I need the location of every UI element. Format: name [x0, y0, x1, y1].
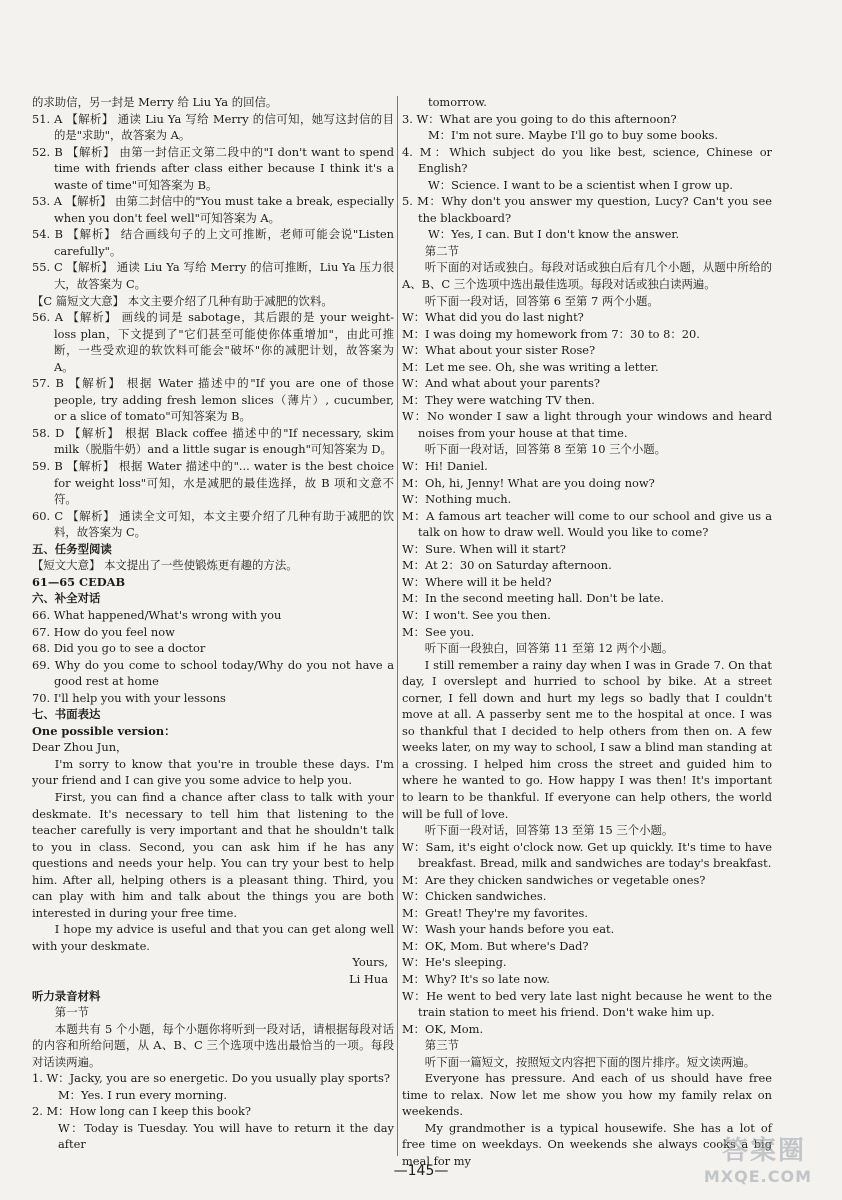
- left-paragraph: 【短文大意】 本文提出了一些使锻炼更有趣的方法。: [32, 558, 298, 573]
- right-paragraph: 5. M：Why don't you answer my question, Lucy? Can't you see the blackboard?: [402, 194, 772, 225]
- right-paragraph: M：I'm not sure. Maybe I'll go to buy some books.: [428, 128, 718, 143]
- right-paragraph: M：OK, Mom. But where's Dad?: [402, 938, 589, 953]
- right-paragraph: M：At 2：30 on Saturday afternoon.: [402, 558, 612, 573]
- right-paragraph: W：And what about your parents?: [402, 376, 600, 391]
- left-paragraph: 【C 篇短文大意】 本文主要介绍了几种有助于减肥的饮料。: [32, 293, 333, 308]
- left-paragraph: 66. What happened/What's wrong with you: [32, 607, 282, 622]
- right-paragraph: W：Science. I want to be a scientist when I grow up.: [428, 177, 734, 192]
- right-paragraph: M：They were watching TV then.: [402, 392, 595, 407]
- left-paragraph: 56. A 【解析】 画线的词是 sabotage，其后跟的是 your weight-loss plan，下文提到了"它们甚至可能使你体重增加"，由此可推断，一些受欢迎的软饮料可能会"破坏"你的减肥计划，故答案为 A。: [32, 310, 394, 374]
- right-paragraph: M：OK, Mom.: [402, 1021, 484, 1036]
- left-paragraph: 听力录音材料: [32, 988, 101, 1003]
- right-paragraph: W：Nothing much.: [402, 492, 512, 507]
- left-paragraph: 54. B 【解析】 结合画线句子的上文可推断，老师可能会说"Listen carefully"。: [32, 227, 394, 258]
- right-paragraph: 4. M：Which subject do you like best, science, Chinese or English?: [402, 144, 772, 176]
- left-paragraph: 七、书面表达: [32, 707, 101, 722]
- left-paragraph: I'm sorry to know that you're in trouble these days. I'm your friend and I can give you some advice to help you.: [32, 756, 394, 788]
- left-paragraph: 68. Did you go to see a doctor: [32, 641, 206, 656]
- left-paragraph: 69. Why do you come to school today/Why do you not have a good rest at home: [32, 657, 394, 689]
- right-paragraph: 听下面一段对话，回答第 6 至第 7 两个小题。: [424, 293, 659, 308]
- left-paragraph: 58. D 【解析】 根据 Black coffee 描述中的"If necessary, skim milk（脱脂牛奶）and a little sugar is enough"可知答案为 D。: [32, 425, 394, 457]
- left-column: [32, 94, 394, 1153]
- left-paragraph: 61—65 CEDAB: [32, 574, 126, 589]
- right-paragraph: 听下面一段对话，回答第 8 至第 10 三个小题。: [424, 442, 667, 457]
- left-paragraph: 第一节: [54, 1005, 89, 1020]
- left-paragraph: 53. A 【解析】 由第二封信中的"You must take a break, especially when you don't feel well"可知答案为 A。: [32, 194, 394, 225]
- left-paragraph: Yours,: [352, 955, 388, 970]
- left-paragraph: 67. How do you feel now: [32, 624, 175, 639]
- right-paragraph: W：No wonder I saw a light through your windows and heard noises from your house at that time.: [402, 409, 772, 440]
- watermark-text: 答案圈: [721, 1136, 806, 1166]
- left-paragraph: 本题共有 5 个小题，每个小题你将听到一段对话，请根据每段对话的内容和所给问题，从 A、B、C 三个选项中选出最恰当的一项。每段对话读两遍。: [32, 1021, 394, 1069]
- right-paragraph: M：See you.: [402, 624, 475, 639]
- left-paragraph: Li Hua: [349, 971, 388, 986]
- right-paragraph: W：I won't. See you then.: [402, 607, 551, 622]
- right-paragraph: W：He's sleeping.: [402, 955, 507, 970]
- right-paragraph: W：What did you do last night?: [402, 310, 584, 325]
- left-paragraph: 五、任务型阅读: [32, 541, 112, 556]
- left-paragraph: 59. B 【解析】 根据 Water 描述中的"... water is the best choice for weight loss"可知，水是减肥的最佳选择，故 B 项和文意不符。: [32, 459, 394, 507]
- right-paragraph: tomorrow.: [428, 95, 487, 109]
- left-paragraph: 55. C 【解析】 通读 Liu Ya 写给 Merry 的信可推断，Liu Ya 压力很大，故答案为 C。: [32, 260, 394, 292]
- left-paragraph: 70. I'll help you with your lessons: [32, 690, 226, 705]
- left-paragraph: 六、补全对话: [32, 591, 101, 606]
- right-paragraph: 第三节: [424, 1038, 459, 1053]
- left-paragraph: Dear Zhou Jun，: [32, 740, 128, 755]
- right-paragraph: W：Hi! Daniel.: [402, 459, 488, 474]
- left-paragraph: 2. M：How long can I keep this book?: [32, 1104, 252, 1119]
- right-paragraph: My grandmother is a typical housewife. She has a lot of free time on weekdays. On weekends she always cooks a big meal for my: [402, 1120, 772, 1168]
- right-paragraph: W：Sam, it's eight o'clock now. Get up quickly. It's time to have breakfast. Bread, milk and sandwiches are today's breakfast.: [402, 839, 772, 871]
- right-paragraph: W：Where will it be held?: [402, 574, 552, 589]
- column-divider: [397, 96, 398, 1156]
- right-paragraph: M：Great! They're my favorites.: [402, 905, 588, 920]
- left-paragraph: W：Today is Tuesday. You will have to return it the day after: [58, 1120, 394, 1152]
- watermark-url: MXQE.COM: [703, 1167, 812, 1186]
- page-number: —145—: [393, 1163, 449, 1179]
- right-paragraph: W：What about your sister Rose?: [402, 343, 596, 358]
- left-paragraph: 51. A 【解析】 通读 Liu Ya 写给 Merry 的信可知，她写这封信的目的是"求助"，故答案为 A。: [32, 111, 394, 143]
- right-paragraph: 听下面一篇短文，按照短文内容把下面的图片排序。短文读两遍。: [424, 1054, 756, 1069]
- left-paragraph: M：Yes. I run every morning.: [58, 1087, 228, 1102]
- right-paragraph: W：Wash your hands before you eat.: [402, 922, 615, 937]
- right-paragraph: Everyone has pressure. And each of us should have free time to relax. Now let me show you how my family relax on weekends.: [402, 1071, 772, 1119]
- left-paragraph: 57. B 【解析】 根据 Water 描述中的"If you are one of those people, try adding fresh lemon slices（薄片）, cucumber, or a slice of tomato"可知答案为 B。: [32, 376, 394, 424]
- right-paragraph: M：In the second meeting hall. Don't be late.: [402, 591, 664, 606]
- left-paragraph: I hope my advice is useful and that you can get along well with your deskmate.: [32, 922, 394, 953]
- right-paragraph: M：A famous art teacher will come to our school and give us a talk on how to draw well. Would you like to come?: [402, 508, 772, 540]
- left-paragraph: 52. B 【解析】 由第一封信正文第二段中的"I don't want to spend time with friends after class either because I think it's a waste of time"可知答案为 B。: [32, 144, 394, 192]
- right-paragraph: 第二节: [424, 243, 459, 258]
- right-paragraph: 听下面一段独白，回答第 11 至第 12 两个小题。: [424, 641, 674, 656]
- right-paragraph: M：Why? It's so late now.: [402, 971, 550, 986]
- watermark-logo: [696, 1130, 816, 1186]
- right-paragraph: M：Are they chicken sandwiches or vegetable ones?: [402, 872, 706, 887]
- left-paragraph: First, you can find a chance after class to talk with your deskmate. It's necessary to tell him that listening to the teacher carefully is very important and that he shouldn't talk to you in class. Second, you can ask him if he has any questions and needs your help. You can try your best to help him. After all, helping others is a pleasant thing. Third, you can play with him and talk about the things you are both interested in during your free time.: [32, 789, 394, 920]
- right-paragraph: 听下面的对话或独白。每段对话或独白后有几个小题，从题中所给的 A、B、C 三个选项中选出最佳选项。每段对话或独白读两遍。: [402, 260, 772, 292]
- right-paragraph: M：Let me see. Oh, she was writing a letter.: [402, 359, 659, 374]
- right-paragraph: W：Yes, I can. But I don't know the answer.: [428, 227, 680, 242]
- right-paragraph: 3. W：What are you going to do this afternoon?: [402, 111, 677, 126]
- right-paragraph: 听下面一段对话，回答第 13 至第 15 三个小题。: [424, 823, 674, 838]
- left-paragraph: 的求助信，另一封是 Merry 给 Liu Ya 的回信。: [32, 95, 278, 109]
- left-paragraph: 60. C 【解析】 通读全文可知，本文主要介绍了几种有助于减肥的饮料，故答案为 C。: [32, 508, 394, 540]
- right-paragraph: I still remember a rainy day when I was in Grade 7. On that day, I overslept and hurried to school by bike. At a street corner, I fell down and hurt my legs so badly that I couldn't move at all. A passerby sent me to the hospital at once. I was so thankful that I decided to help others from then on. A few weeks later, on my way to school, I saw a blind man standing at a crossing. I helped him cross the street and guided him to where he wanted to go. How happy I was then! It's important to learn to be thankful. If everyone can help others, the world will be full of love.: [402, 657, 772, 821]
- right-paragraph: W：Sure. When will it start?: [402, 541, 566, 556]
- right-column: [402, 94, 772, 1170]
- right-paragraph: M：Oh, hi, Jenny! What are you doing now?: [402, 475, 655, 490]
- right-paragraph: W：Chicken sandwiches.: [402, 889, 547, 904]
- left-paragraph: 1. W：Jacky, you are so energetic. Do you usually play sports?: [32, 1071, 390, 1086]
- right-paragraph: M：I was doing my homework from 7：30 to 8：20.: [402, 326, 700, 341]
- left-paragraph: One possible version：: [32, 723, 176, 738]
- right-paragraph: W：He went to bed very late last night because he went to the train station to meet his friend. Don't wake him up.: [402, 988, 772, 1020]
